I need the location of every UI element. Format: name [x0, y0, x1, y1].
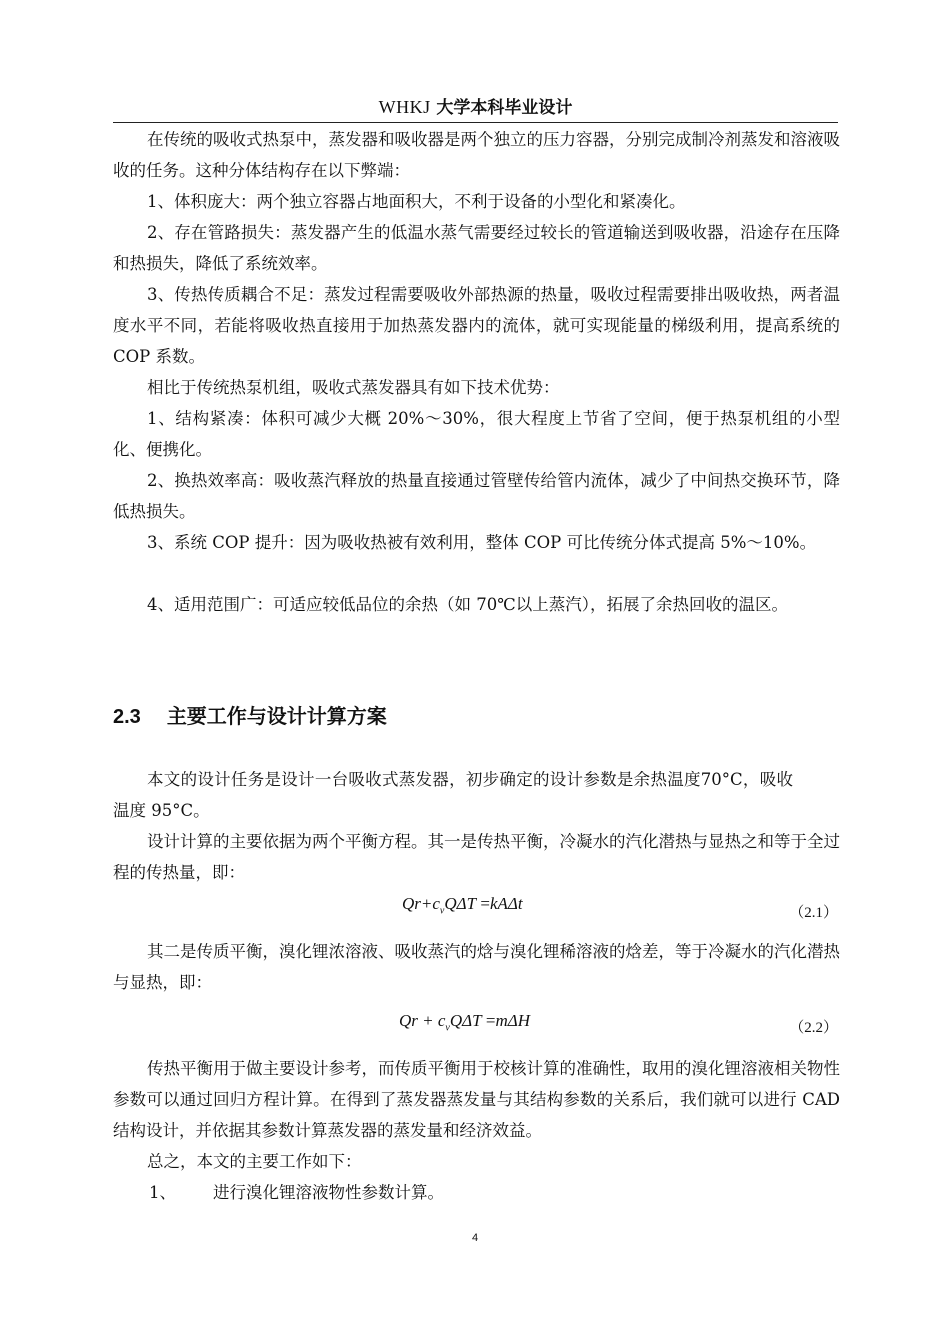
- header-prefix: WHKJ: [378, 97, 431, 117]
- paragraph-advantage-4: 4、适用范围广：可适应较低品位的余热（如 70℃以上蒸汽），拓展了余热回收的温区。: [147, 595, 788, 614]
- page-header: [113, 94, 838, 123]
- equation-lhs-part-b: QΔT: [449, 1011, 482, 1030]
- paragraph-design-task: 本文的设计任务是设计一台吸收式蒸发器，初步确定的设计参数是余热温度70°C，吸收温度 95°C。: [113, 770, 793, 820]
- paragraph-advantage-1: 1、结构紧凑：体积可减少大概 20%～30%，很大程度上节省了空间，便于热泵机组的小型化、便携化。: [113, 409, 840, 459]
- paragraph-advantage-3: 3、系统 COP 提升：因为吸收热被有效利用，整体 COP 可比传统分体式提高 5%～10%。: [147, 533, 817, 552]
- equation-rhs: mΔH: [495, 1011, 530, 1030]
- paragraph-drawback-1: 1、体积庞大：两个独立容器占地面积大，不利于设备的小型化和紧凑化。: [147, 192, 686, 211]
- section-title: 主要工作与设计计算方案: [166, 704, 387, 728]
- equation-lhs-part-a: Qr+c: [402, 894, 440, 913]
- equation-equals: =: [476, 894, 490, 913]
- paragraph-drawback-3: 3、传热传质耦合不足：蒸发过程需要吸收外部热源的热量，吸收过程需要排出吸收热，两者温度水平不同，若能将吸收热直接用于加热蒸发器内的流体，就可实现能量的梯级利用，提高系统的 COP 系数。: [113, 285, 840, 366]
- list-item-number: 1、: [149, 1183, 176, 1202]
- equation-subscript: v: [439, 905, 445, 917]
- equation-number: （2.1）: [789, 905, 838, 921]
- section-heading: [113, 702, 387, 731]
- list-item-text: 进行溴化锂溶液物性参数计算。: [213, 1183, 444, 1202]
- equation-rhs: kAΔt: [489, 894, 523, 913]
- equation-heat-balance: [402, 892, 523, 923]
- equation-lhs-part-a: Qr + c: [399, 1011, 446, 1030]
- page-number: 4: [471, 1232, 479, 1244]
- paragraph-mass-balance: 其二是传质平衡，溴化锂浓溶液、吸收蒸汽的焓与溴化锂稀溶液的焓差，等于冷凝水的汽化潜热与显热，即：: [113, 942, 840, 992]
- paragraph-drawback-2: 2、存在管路损失：蒸发器产生的低温水蒸气需要经过较长的管道输送到吸收器，沿途存在压降和热损失，降低了系统效率。: [113, 223, 840, 273]
- equation-number: （2.2）: [789, 1020, 838, 1036]
- equation-mass-balance: [399, 1009, 530, 1040]
- paragraph-advantages-intro: 相比于传统热泵机组，吸收式蒸发器具有如下技术优势：: [147, 378, 560, 397]
- paragraph-intro: 在传统的吸收式热泵中，蒸发器和吸收器是两个独立的压力容器，分别完成制冷剂蒸发和溶液吸收的任务。这种分体结构存在以下弊端：: [113, 130, 840, 180]
- paragraph-advantage-2: 2、换热效率高：吸收蒸汽释放的热量直接通过管壁传给管内流体，减少了中间热交换环节，降低热损失。: [113, 471, 840, 521]
- section-number: 2.3: [113, 706, 141, 728]
- paragraph-design-approach: 传热平衡用于做主要设计参考，而传质平衡用于校核计算的准确性，取用的溴化锂溶液相关物性参数可以通过回归方程计算。在得到了蒸发器蒸发量与其结构参数的关系后，我们就可以进行 CAD 结构设计，并依据其参数计算蒸发器的蒸发量和经济效益。: [113, 1059, 840, 1140]
- paragraph-summary: 总之，本文的主要工作如下：: [147, 1152, 362, 1171]
- equation-subscript: v: [445, 1022, 450, 1034]
- paragraph-heat-balance: 设计计算的主要依据为两个平衡方程。其一是传热平衡，冷凝水的汽化潜热与显热之和等于全过程的传热量，即：: [113, 832, 840, 882]
- equation-equals: =: [481, 1011, 496, 1030]
- list-item: [149, 1177, 444, 1208]
- equation-lhs-part-b: QΔT: [444, 894, 477, 913]
- header-suffix: 大学本科毕业设计: [436, 98, 573, 118]
